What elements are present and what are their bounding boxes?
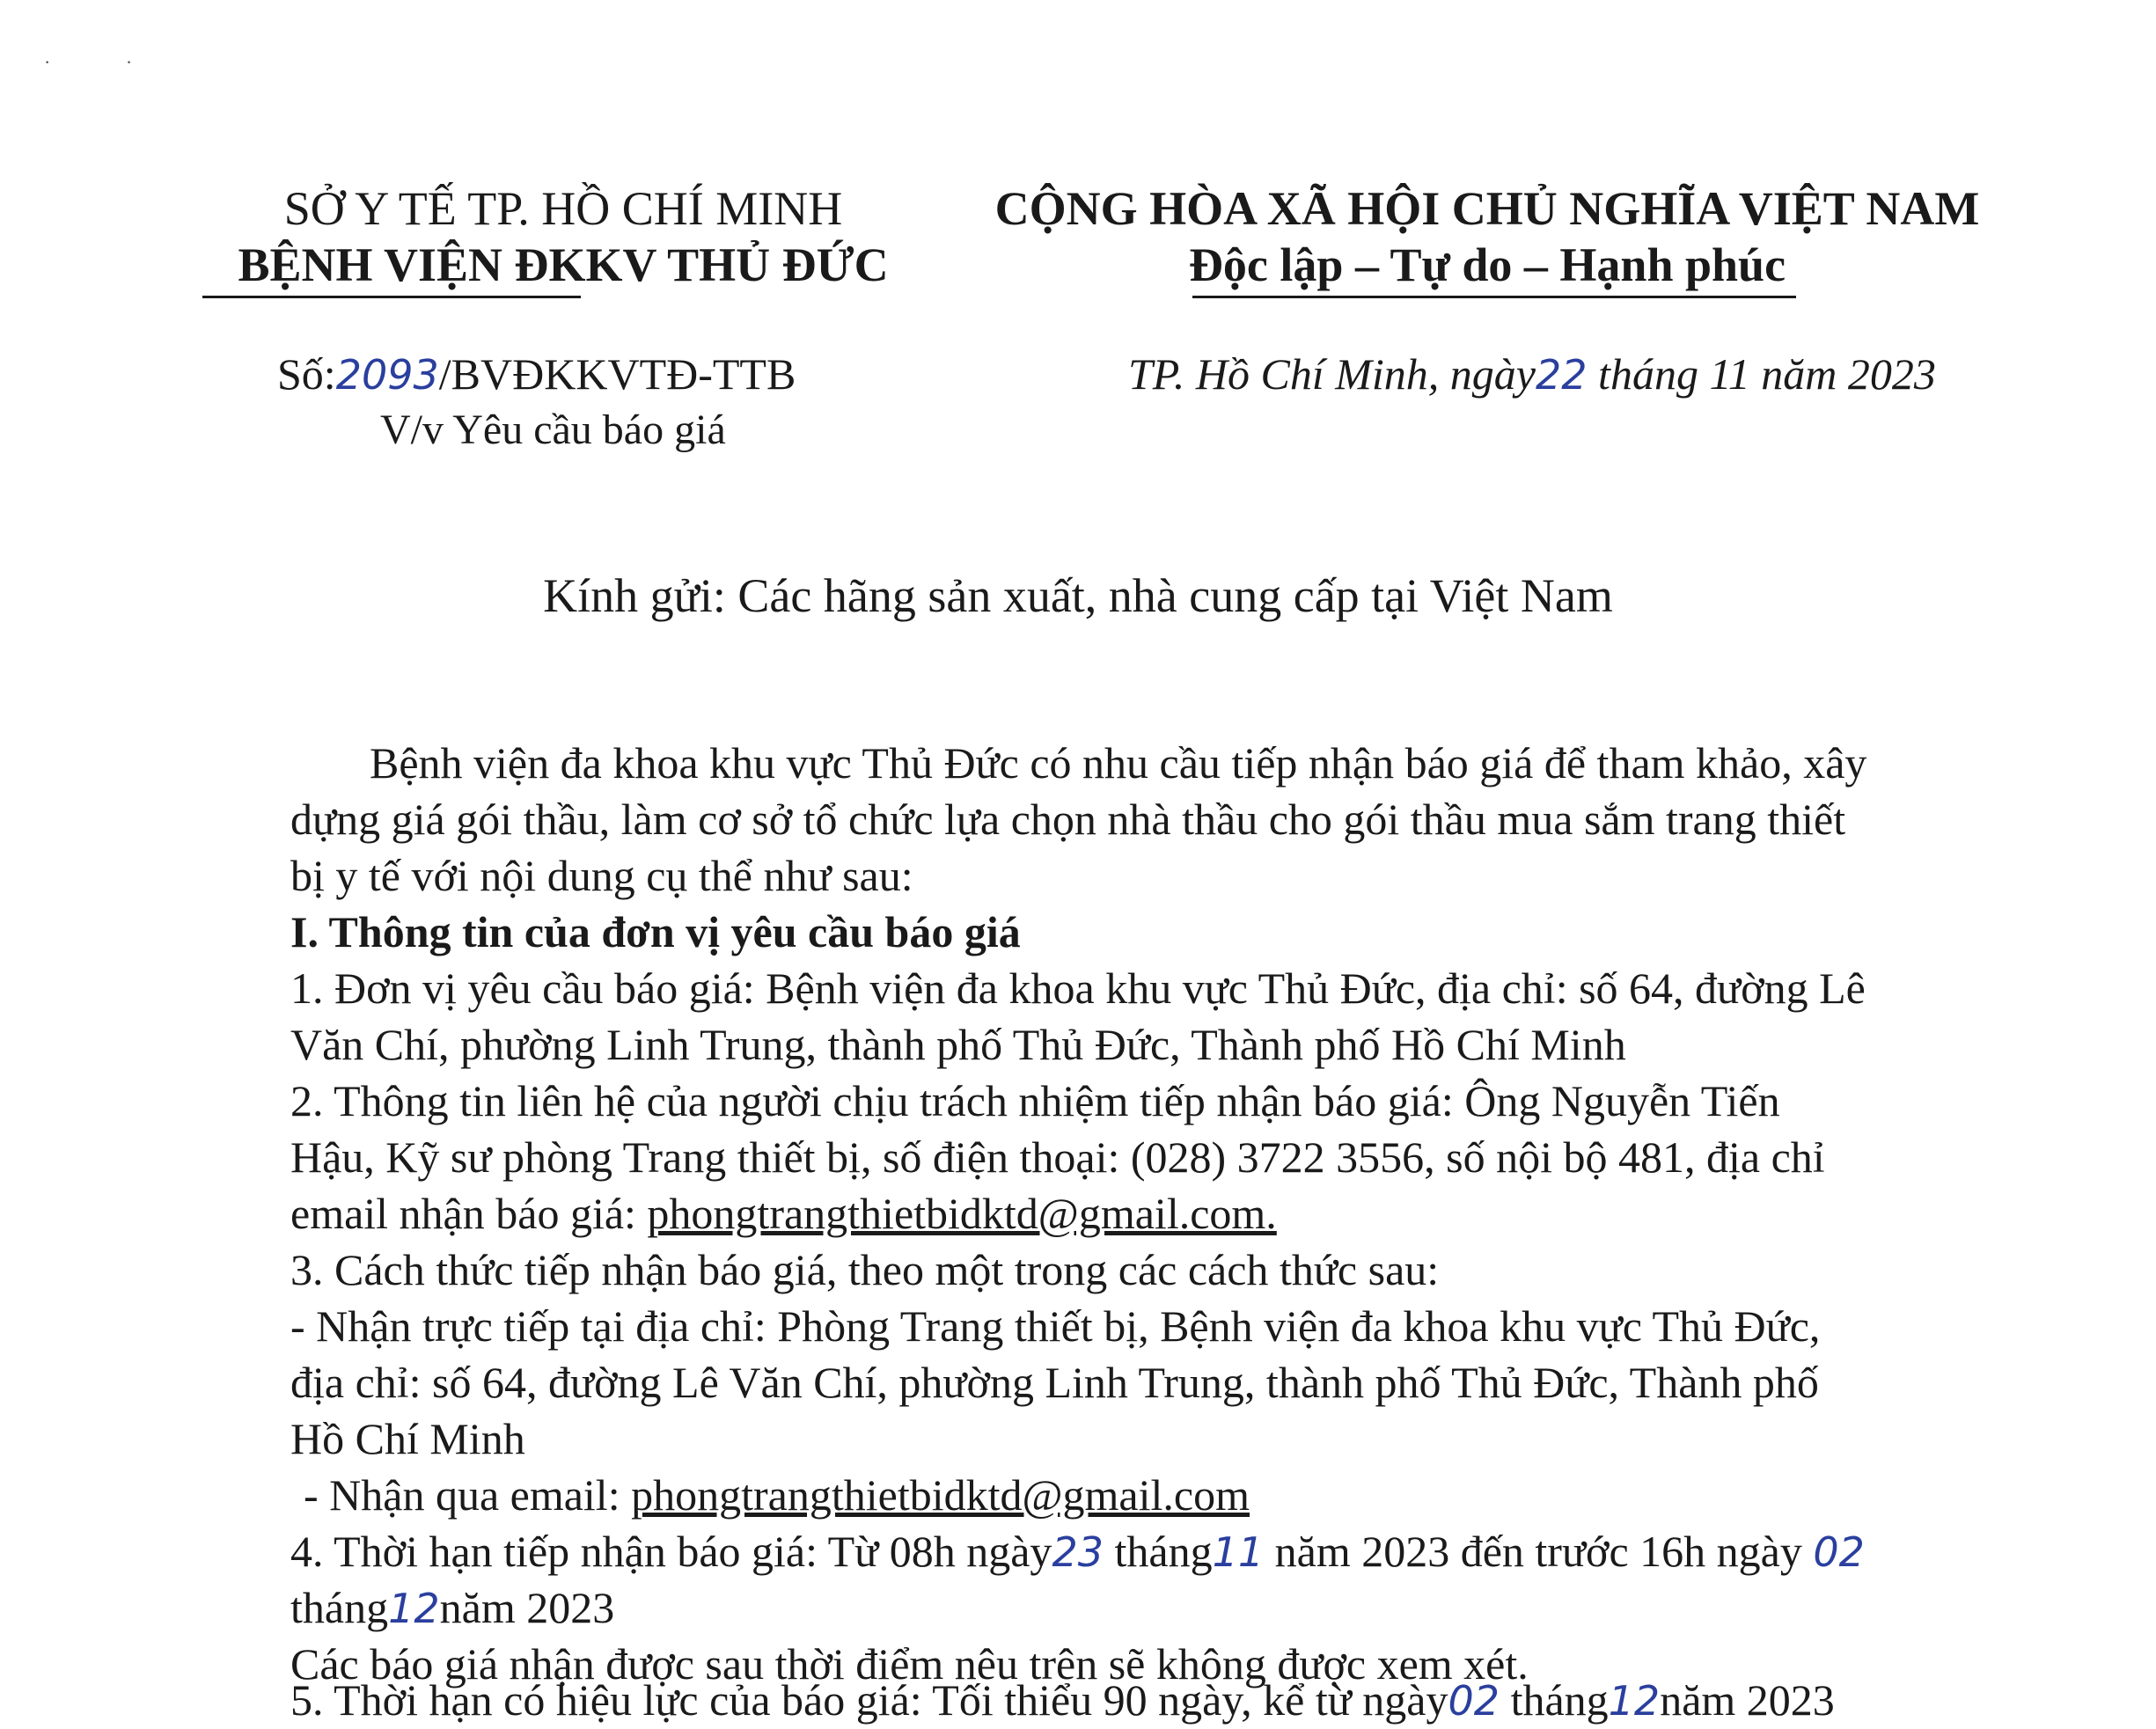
document-date	[1128, 348, 1936, 401]
issuing-organization	[176, 180, 950, 293]
handwritten-day: 23	[1052, 1528, 1104, 1576]
document-number	[277, 348, 796, 401]
intro-line: Bệnh viện đa khoa khu vực Thủ Đức có nhu cầu tiếp nhận báo giá để tham khảo, xây	[370, 738, 1867, 788]
handwritten-day: 22	[1536, 351, 1588, 399]
item-2-email-label: email nhận báo giá:	[290, 1189, 636, 1238]
handwritten-month: 12	[388, 1585, 440, 1632]
item-3-email-line	[304, 1467, 1250, 1523]
item-4-text: 4. Thời hạn tiếp nhận báo giá: Từ 08h ngày	[290, 1527, 1052, 1576]
item-4-text: tháng	[290, 1583, 389, 1632]
org-name: BỆNH VIỆN ĐKKV THỦ ĐỨC	[238, 238, 889, 291]
item-2-line: Hậu, Kỹ sư phòng Trang thiết bị, số điện thoại: (028) 3722 3556, số nội bộ 481, địa chỉ	[290, 1132, 1825, 1182]
item-2-line: 2. Thông tin liên hệ của người chịu trách nhiệm tiếp nhận báo giá: Ông Nguyễn Tiến	[290, 1076, 1780, 1125]
section-title: I. Thông tin của đơn vị yêu cầu báo giá	[290, 907, 1021, 956]
item-4-text: tháng	[1114, 1527, 1213, 1576]
nation-name: CỘNG HÒA XÃ HỘI CHỦ NGHĨA VIỆT NAM	[994, 182, 1980, 235]
item-4-text: năm 2023	[439, 1583, 615, 1632]
item-4-text: năm 2023 đến trước 16h ngày	[1274, 1527, 1802, 1576]
handwritten-day: 02	[1813, 1528, 1865, 1576]
number-suffix: /BVĐKKVTĐ-TTB	[438, 349, 796, 399]
submission-email-link[interactable]: phongtrangthietbidktd@gmail.com	[631, 1470, 1250, 1520]
org-underline	[202, 296, 581, 298]
item-3-bullet-line: Hồ Chí Minh	[290, 1414, 525, 1463]
date-prefix: TP. Hồ Chí Minh, ngày	[1128, 349, 1536, 399]
document-subject: V/v Yêu cầu báo giá	[380, 407, 726, 453]
number-prefix: Số:	[277, 349, 336, 399]
item-4-note: Các báo giá nhận được sau thời điểm nêu trên sẽ không được xem xét.	[290, 1639, 1529, 1689]
handwritten-number: 2093	[335, 351, 439, 399]
item-1-line: 1. Đơn vị yêu cầu báo giá: Bệnh viện đa khoa khu vực Thủ Đức, địa chỉ: số 64, đường Lê	[290, 963, 1866, 1013]
org-parent: SỞ Y TẾ TP. HỒ CHÍ MINH	[283, 182, 843, 235]
handwritten-month: 11	[1212, 1528, 1265, 1576]
item-5-text: 5. Thời hạn có hiệu lực của báo giá: Tối thiểu 90 ngày, kể từ ngày	[290, 1675, 1448, 1725]
handwritten-day: 02	[1448, 1677, 1500, 1725]
scan-artifact: · ·	[44, 51, 168, 73]
item-3-bullet-line: - Nhận trực tiếp tại địa chỉ: Phòng Trang thiết bị, Bệnh viện đa khoa khu vực Thủ Đức,	[290, 1301, 1821, 1351]
item-1-line: Văn Chí, phường Linh Trung, thành phố Thủ Đức, Thành phố Hồ Chí Minh	[290, 1020, 1626, 1069]
intro-line: bị y tế với nội dung cụ thể như sau:	[290, 851, 913, 900]
item-3-bullet-line: địa chỉ: số 64, đường Lê Văn Chí, phường Linh Trung, thành phố Thủ Đức, Thành phố	[290, 1358, 1819, 1407]
item-5-text: tháng	[1510, 1675, 1609, 1725]
item-2-line	[290, 1185, 1277, 1242]
handwritten-month: 12	[1608, 1677, 1661, 1725]
motto: Độc lập – Tự do – Hạnh phúc	[1188, 238, 1786, 291]
intro-line: dựng giá gói thầu, làm cơ sở tổ chức lựa chọn nhà thầu cho gói thầu mua sắm trang thiết	[290, 795, 1846, 844]
item-3-line: 3. Cách thức tiếp nhận báo giá, theo một trong các cách thức sau:	[290, 1245, 1440, 1294]
item-4-line	[290, 1523, 1865, 1580]
motto-underline	[1192, 296, 1796, 298]
item-4-line	[290, 1579, 614, 1637]
date-suffix: tháng 11 năm 2023	[1598, 349, 1936, 399]
national-heading	[968, 180, 2006, 293]
item-5-line	[290, 1672, 1835, 1729]
item-5-text: năm 2023	[1660, 1675, 1835, 1725]
item-3-email-label: - Nhận qua email:	[304, 1470, 620, 1520]
contact-email-link[interactable]: phongtrangthietbidktd@gmail.com.	[647, 1189, 1277, 1238]
addressee: Kính gửi: Các hãng sản xuất, nhà cung cấp tại Việt Nam	[543, 569, 1613, 622]
